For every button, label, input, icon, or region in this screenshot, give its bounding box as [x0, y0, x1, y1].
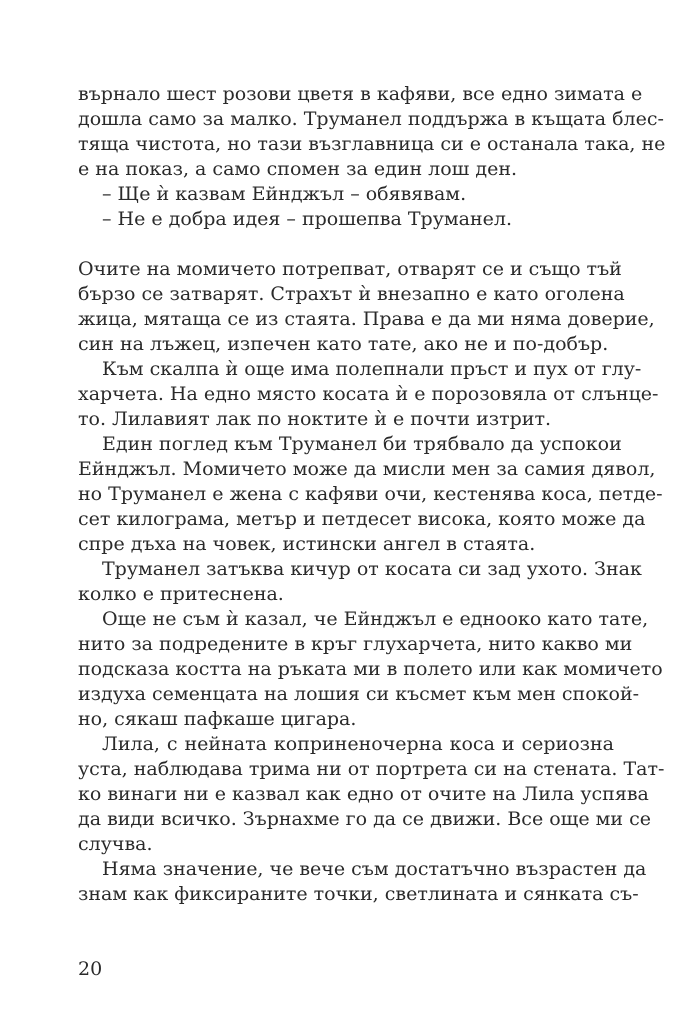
text-line: жица, мятаща се из стаята. Права е да ми няма доверие,: [78, 308, 655, 330]
text-line: спре дъха на човек, истински ангел в стаята.: [78, 533, 536, 555]
text-line: Няма значение, че вече съм достатъчно възрастен да: [102, 858, 647, 880]
text-line: Труманел затъква кичур от косата си зад ухото. Знак: [102, 558, 642, 580]
dialogue-line: – Ще ѝ казвам Ейнджъл – обявявам.: [102, 183, 467, 205]
text-line: бързо се затварят. Страхът ѝ внезапно е като оголена: [78, 283, 625, 305]
text-line: върнало шест розови цветя в кафяви, все едно зимата е: [78, 83, 643, 105]
text-line: знам как фиксираните точки, светлината и сянката съ-: [78, 883, 639, 905]
text-line: уста, наблюдава трима ни от портрета си на стената. Тат-: [78, 758, 665, 780]
text-line: но, сякаш пафкаше цигара.: [78, 708, 357, 730]
text-line: дошла само за малко. Труманел поддържа в къщата блес-: [78, 108, 664, 130]
text-line: да види всичко. Зърнахме го да се движи. Все още ми се: [78, 808, 651, 830]
dialogue-line: – Не е добра идея – прошепва Труманел.: [102, 208, 512, 230]
text-line: подсказа костта на ръката ми в полето или как момичето: [78, 658, 663, 680]
text-line: син на лъжец, изпечен като тате, ако не и по-добър.: [78, 333, 609, 355]
text-line: сет килограма, метър и петдесет висока, която може да: [78, 508, 646, 530]
text-line: Лила, с нейната коприненочерна коса и сериозна: [102, 733, 614, 755]
text-line: но Труманел е жена с кафяви очи, кестенява коса, петде-: [78, 483, 663, 505]
text-line: нито за подредените в кръг глухарчета, нито какво ми: [78, 633, 633, 655]
text-line: харчета. На едно място косата ѝ е порозовяла от слънце-: [78, 383, 659, 405]
text-line: издуха семенцата на лошия си късмет към мен спокой-: [78, 683, 640, 705]
text-line: колко е притеснена.: [78, 583, 284, 605]
text-line: е на показ, а само спомен за един лош ден.: [78, 158, 518, 180]
text-line: случва.: [78, 833, 153, 855]
text-line: Един поглед към Труманел би трябвало да успокои: [102, 433, 622, 455]
text-line: Още не съм ѝ казал, че Ейнджъл е еднооко като тате,: [102, 608, 649, 630]
text-line: Ейнджъл. Момичето може да мисли мен за самия дявол,: [78, 458, 656, 480]
text-line: Очите на момичето потрепват, отварят се и също тъй: [78, 258, 622, 280]
page-number: 20: [78, 958, 103, 980]
text-line: то. Лилавият лак по ноктите ѝ е почти изтрит.: [78, 408, 552, 430]
text-line: ко винаги ни е казвал как едно от очите на Лила успява: [78, 783, 649, 805]
text-line: тяща чистота, но тази възглавница си е останала така, не: [78, 133, 666, 155]
text-line: Към скалпа ѝ още има полепнали пръст и пух от глу-: [102, 358, 642, 380]
